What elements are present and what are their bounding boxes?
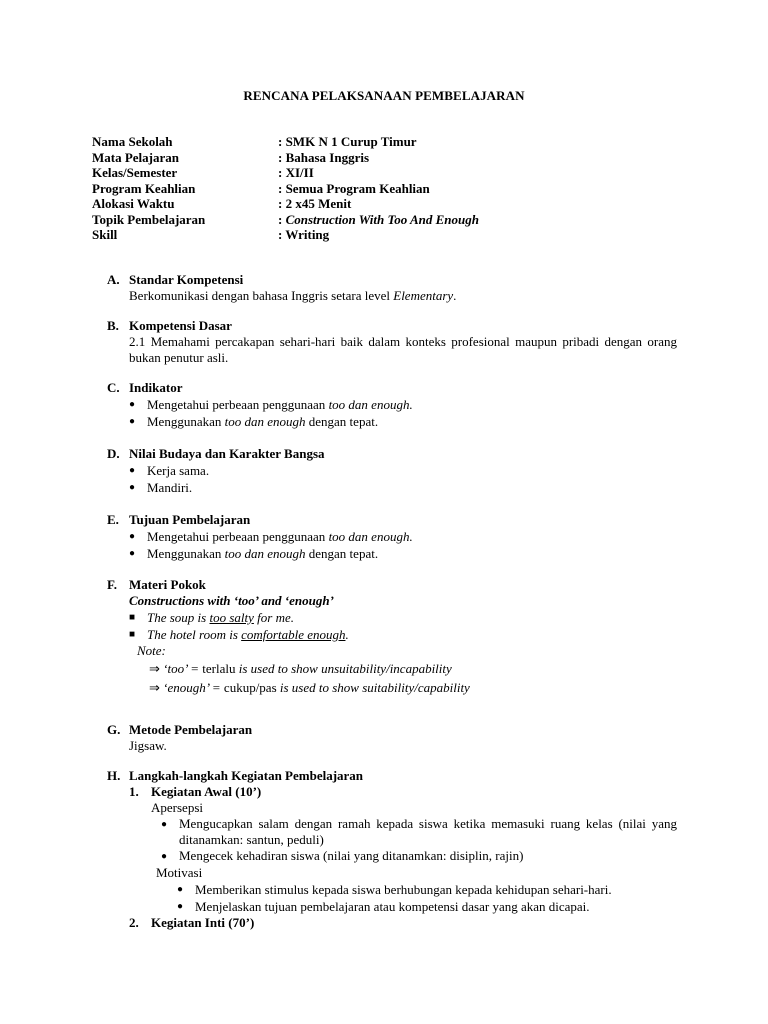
info-label: Mata Pelajaran [92,149,180,165]
list-item [161,848,677,865]
section-heading: Kompetensi Dasar [129,318,232,333]
step-kegiatan-awal [129,784,677,800]
text-italic: is used to show suitability/capability [276,680,470,695]
text-span: Berkomunikasi dengan bahasa Inggris setara level [129,288,394,303]
text-span: Mengetahui perbeaan penggunaan [147,397,329,412]
list-item [129,396,677,413]
text-span: . [453,288,457,303]
section-letter: G. [107,722,121,737]
list-item [129,545,677,562]
info-label: Kelas/Semester [92,165,178,180]
text-italic: too dan enough [224,546,306,561]
text-span: terlalu [202,661,236,676]
info-value: : Writing [278,227,330,242]
info-label: Alokasi Waktu [92,196,175,211]
motivasi-list [129,881,677,915]
list-item [129,413,677,430]
text-span: cukup/pas [223,680,277,695]
motivasi-label: Motivasi [156,865,203,880]
section-text [107,288,677,304]
info-label: Nama Sekolah [92,134,173,149]
step-kegiatan-inti [129,915,677,931]
section-heading: Materi Pokok [129,577,206,592]
info-row-subject [92,150,479,166]
text-italic: too dan enough. [328,397,413,412]
section-materi-pokok [107,577,677,697]
info-label: Program Keahlian [92,180,196,196]
step-number: 1. [129,784,139,799]
info-value: : XI/II [278,165,314,180]
text-span: Mengetahui perbeaan penggunaan [147,529,329,544]
info-value: : 2 x45 Menit [278,196,352,211]
list-item [129,479,677,496]
info-value: : Semua Program Keahlian [278,180,430,196]
list-item [129,528,677,545]
bullet-icon: ● [161,851,168,862]
section-indikator [107,380,677,430]
info-row-school [92,134,479,150]
section-letter: C. [107,380,120,395]
step-label: Kegiatan Inti (70’) [151,915,255,930]
bullet-icon: ● [129,416,136,427]
section-letter: H. [107,768,121,783]
section-tujuan [107,512,677,562]
bullet-icon: ● [161,819,168,830]
section-kompetensi-dasar [107,318,677,366]
text-italic: too dan enough. [328,529,413,544]
text-span: Menggunakan [147,546,225,561]
section-content [107,593,677,697]
section-heading: Langkah-langkah Kegiatan Pembelajaran [129,768,364,783]
text-span: dengan tepat. [305,414,379,429]
section-content [107,784,677,931]
apersepsi-list [129,816,677,865]
arrow-icon: ⇒ [149,661,160,676]
section-list [107,396,677,430]
section-heading: Metode Pembelajaran [129,722,253,737]
list-item [129,462,677,479]
text-span: . [345,627,349,642]
note-label: Note: [137,643,166,658]
section-heading: Nilai Budaya dan Karakter Bangsa [129,446,325,461]
square-bullet-icon: ■ [129,629,136,640]
bullet-icon: ● [129,399,136,410]
arrow-icon: ⇒ [149,680,160,695]
text-span: for me. [253,610,294,625]
text-span: Menggunakan [147,414,225,429]
identity-table [92,134,479,243]
document-title: RENCANA PELAKSANAAN PEMBELAJARAN [243,88,525,103]
text-underlined: comfortable enough [241,627,346,642]
info-value-prefix: : [278,211,286,227]
square-bullet-icon: ■ [129,612,136,623]
info-row-time [92,196,479,212]
example-item [129,609,677,626]
text-italic: too dan enough [224,414,306,429]
section-nilai-budaya [107,446,677,496]
example-item [129,626,677,643]
bullet-icon: ● [177,901,184,912]
list-item [177,881,677,898]
bullet-icon: ● [129,548,136,559]
text-italic: Elementary [393,288,454,303]
section-text: 2.1 Memahami percakapan sehari-hari baik dalam konteks profesional maupun pribadi dengan orang bukan penutur asli. [129,334,677,365]
text-underlined: too salty [209,610,254,625]
bullet-icon: ● [129,531,136,542]
list-item-text: Memberikan stimulus kepada siswa berhubungan kepada kehidupan sehari-hari. [195,882,612,897]
section-text: Jigsaw. [129,738,167,753]
list-item-text: Mengecek kehadiran siswa (nilai yang ditanamkan: disiplin, rajin) [179,848,524,863]
section-standar-kompetensi [107,272,677,304]
note-line [129,659,677,678]
list-item-text: Menjelaskan tujuan pembelajaran atau kompetensi dasar yang akan dicapai. [195,899,590,914]
section-list [107,462,677,496]
info-value: : Bahasa Inggris [278,149,370,165]
info-label: Skill [92,227,118,242]
apersepsi-label: Apersepsi [151,800,203,815]
list-item [161,816,677,848]
section-heading: Standar Kompetensi [129,272,244,287]
info-row-topic [92,212,479,228]
section-heading: Indikator [129,380,183,395]
text-italic: ‘too’ = [159,661,203,676]
text-span: The hotel room is [147,627,242,642]
materi-subheading: Constructions with ‘too’ and ‘enough’ [129,593,334,608]
section-list [107,528,677,562]
section-langkah [107,768,677,931]
info-row-skill [92,227,479,243]
note-line [129,678,677,697]
section-letter: F. [107,577,117,592]
section-letter: A. [107,272,120,287]
info-row-program [92,181,479,197]
step-number: 2. [129,915,139,930]
info-value [278,212,479,228]
list-item-text: Kerja sama. [147,463,210,478]
info-value-italic: Construction With Too And Enough [285,211,480,227]
text-italic: is used to show unsuitability/incapability [235,661,452,676]
info-label: Topik Pembelajaran [92,211,206,227]
list-item [177,898,677,915]
section-heading: Tujuan Pembelajaran [129,512,251,527]
section-letter: E. [107,512,119,527]
text-italic: ‘enough’ = [159,680,224,695]
list-item-text: Mandiri. [147,480,193,495]
section-metode [107,722,677,754]
info-value: : SMK N 1 Curup Timur [278,134,417,149]
bullet-icon: ● [177,884,184,895]
text-span: The soup is [147,610,210,625]
bullet-icon: ● [129,482,136,493]
bullet-icon: ● [129,465,136,476]
list-item-text: Mengucapkan salam dengan ramah kepada siswa ketika memasuki ruang kelas (nilai yang ditanamkan: santun, peduli) [179,816,677,847]
section-letter: D. [107,446,120,461]
section-letter: B. [107,318,119,333]
step-label: Kegiatan Awal (10’) [151,784,262,799]
info-row-class [92,165,479,181]
text-span: dengan tepat. [305,546,379,561]
